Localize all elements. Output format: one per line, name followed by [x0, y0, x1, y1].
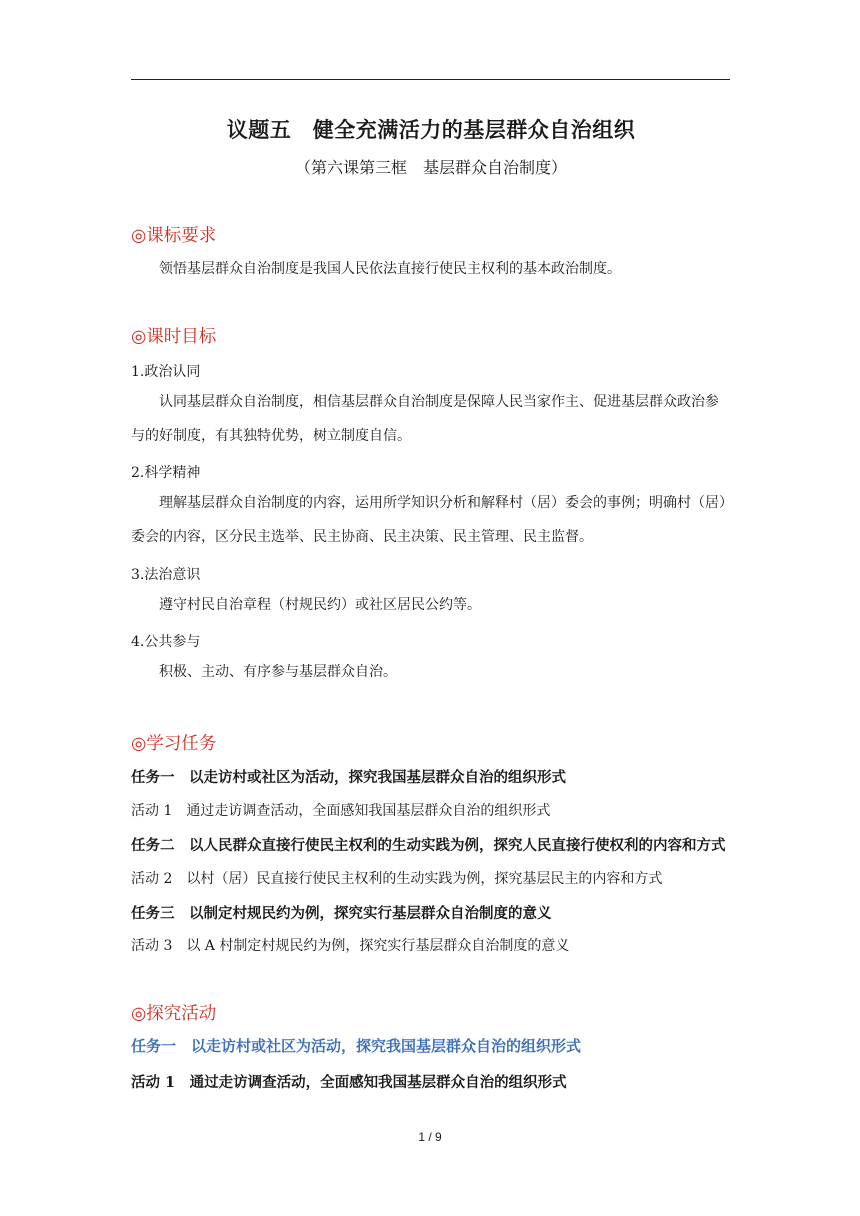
activity-row-1: 活动 1 通过走访调查活动，全面感知我国基层群众自治的组织形式 [131, 803, 551, 819]
activity-row-3: 活动 3 以 A 村制定村规民约为例，探究实行基层群众自治制度的意义 [131, 938, 570, 954]
goal-title-4: 4.公共参与 [131, 634, 201, 650]
task-row-3: 任务三 以制定村规民约为例，探究实行基层群众自治制度的意义 [131, 905, 552, 922]
goal-text-4: 积极、主动、有序参与基层群众自治。 [159, 664, 397, 680]
explore-task-1: 任务一 以走访村或社区为活动，探究我国基层群众自治的组织形式 [131, 1037, 582, 1055]
explore-activity-1: 活动 1 通过走访调查活动，全面感知我国基层群众自治的组织形式 [131, 1074, 567, 1091]
activity-row-2: 活动 2 以村（居）民直接行使民主权利的生动实践为例，探究基层民主的内容和方式 [131, 871, 663, 887]
document-title: 议题五 健全充满活力的基层群众自治组织 [226, 117, 636, 142]
goal-text-1: 认同基层群众自治制度，相信基层群众自治制度是保障人民当家作主、促进基层群众政治参与的好制度，有其独特优势，树立制度自信。 [131, 394, 719, 444]
section-heading-explore: ◎探究活动 [131, 1004, 217, 1024]
goal-title-2: 2.科学精神 [131, 465, 201, 481]
document-subtitle: （第六课第三框 基层群众自治制度） [294, 158, 567, 177]
task-row-1: 任务一 以走访村或社区为活动，探究我国基层群众自治的组织形式 [131, 769, 566, 786]
task-row-2: 任务二 以人民群众直接行使民主权利的生动实践为例，探究人民直接行使权利的内容和方式 [131, 837, 726, 854]
section-heading-tasks: ◎学习任务 [131, 734, 217, 754]
section-heading-requirements: ◎课标要求 [131, 226, 217, 246]
page-number: 1 / 9 [418, 1130, 442, 1144]
goal-title-3: 3.法治意识 [131, 567, 201, 583]
header-rule [131, 79, 730, 80]
goal-title-1: 1.政治认同 [131, 364, 201, 380]
goal-text-3: 遵守村民自治章程（村规民约）或社区居民公约等。 [159, 597, 481, 613]
section-heading-goals: ◎课时目标 [131, 327, 217, 347]
requirements-text: 领悟基层群众自治制度是我国人民依法直接行使民主权利的基本政治制度。 [159, 261, 621, 277]
goal-text-2: 理解基层群众自治制度的内容，运用所学知识分析和解释村（居）委会的事例；明确村（居）委会的内容，区分民主选举、民主协商、民主决策、民主管理、民主监督。 [131, 495, 726, 545]
